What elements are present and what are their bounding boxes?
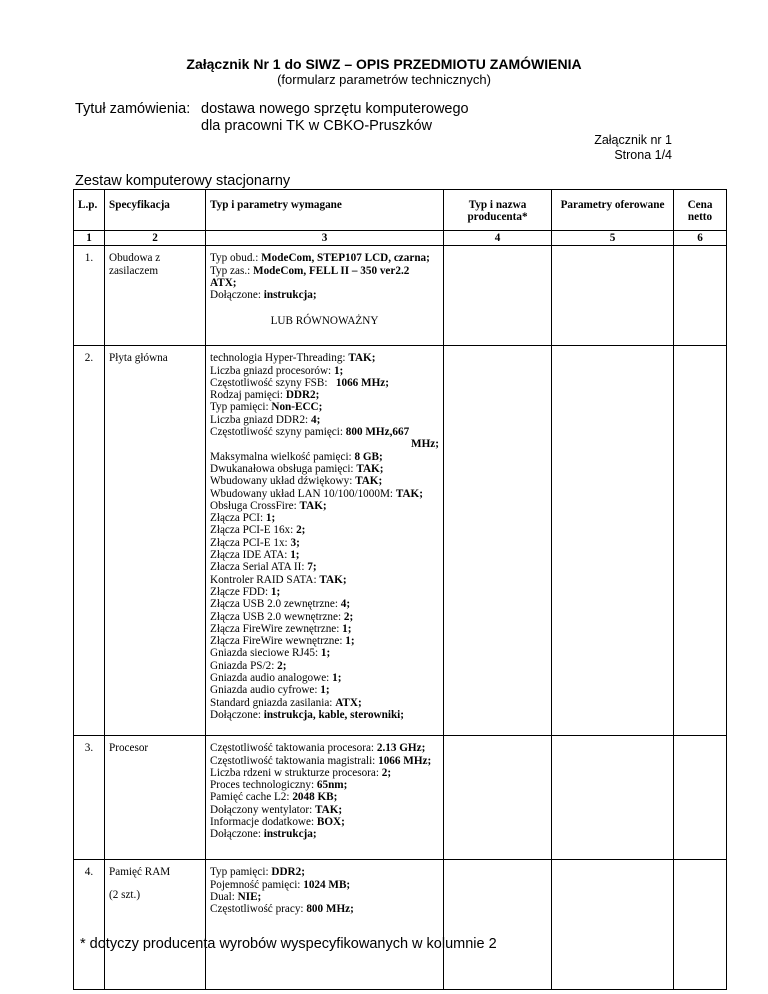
specification-table — [73, 189, 727, 990]
parameter-line — [210, 401, 439, 413]
parameter-value: 800 MHz,667 — [345, 426, 410, 439]
parameter-value: ModeCom, FELL II – 350 ver2.2 — [253, 264, 410, 277]
parameter-line — [210, 828, 439, 840]
parameter-value: TAK; — [315, 803, 343, 816]
parameter-label: Dołączone: — [210, 708, 264, 721]
parameter-line — [210, 779, 439, 791]
row-specification — [105, 246, 206, 346]
parameter-label: Obsługa CrossFire: — [210, 499, 300, 512]
parameter-line — [210, 426, 439, 438]
column-number-row — [74, 231, 727, 246]
parameter-line — [210, 252, 439, 264]
footnote: * dotyczy producenta wyrobów wyspecyfikowanych w kolumnie 2 — [80, 936, 497, 952]
column-number: 2 — [105, 231, 206, 246]
parameter-label: Typ zas.: — [210, 264, 254, 277]
equivalent-note: LUB RÓWNOWAŻNY — [270, 315, 379, 328]
parameter-line — [210, 475, 439, 487]
parameter-label: Złącza FireWire wewnętrzne: — [210, 635, 346, 648]
parameter-label: Złącze FDD: — [210, 585, 271, 598]
parameter-value: 3; — [290, 536, 300, 549]
offered-parameters-cell[interactable] — [552, 346, 674, 736]
parameter-label: Częstotliwość szyny FSB: — [210, 376, 336, 389]
parameter-line — [210, 451, 439, 463]
parameter-label: Maksymalna wielkość pamięci: — [210, 450, 355, 463]
parameter-line — [210, 767, 439, 779]
parameter-line — [210, 586, 439, 598]
parameter-label: Kontroler RAID SATA: — [210, 573, 320, 586]
parameter-line — [210, 611, 439, 623]
parameter-line — [210, 352, 439, 364]
table-row — [74, 246, 727, 346]
parameter-value: 1; — [345, 635, 355, 648]
row-specification — [105, 346, 206, 736]
parameter-line — [210, 672, 439, 684]
parameter-line — [210, 265, 439, 277]
offered-parameters-cell[interactable] — [552, 736, 674, 860]
offered-parameters-cell[interactable] — [552, 246, 674, 346]
row-lp: 3. — [74, 736, 105, 860]
parameter-line — [210, 500, 439, 512]
specification-name: Obudowa z zasilaczem — [109, 252, 161, 277]
document-title: Załącznik Nr 1 do SIWZ – OPIS PRZEDMIOTU ZAMÓWIENIA — [186, 56, 582, 72]
specification-name: Pamięć RAM — [109, 866, 171, 879]
parameter-line — [210, 561, 439, 573]
parameter-value: instrukcja; — [263, 289, 317, 302]
header-specification: Specyfikacja — [105, 190, 206, 231]
parameter-value: BOX; — [316, 816, 345, 829]
parameter-value: 2; — [277, 659, 287, 672]
parameter-value: 2048 KB; — [292, 791, 338, 804]
parameter-value: TAK; — [356, 462, 384, 475]
parameter-label: Rodzaj pamięci: — [210, 389, 286, 402]
table-header-row — [74, 190, 727, 231]
parameter-line — [210, 463, 439, 475]
parameter-value: TAK; — [348, 352, 376, 365]
parameter-line — [210, 804, 439, 816]
parameter-label: Częstotliwość taktowania magistrali: — [210, 754, 379, 767]
parameter-line — [210, 524, 439, 536]
table-row — [74, 860, 727, 990]
parameter-line — [210, 709, 439, 721]
parameter-value: 1; — [265, 512, 276, 525]
order-title-value — [201, 101, 469, 135]
row-required-parameters — [206, 860, 444, 990]
parameter-value: instrukcja; — [263, 828, 317, 841]
parameter-label: Gniazda audio cyfrowe: — [210, 684, 321, 697]
parameter-line — [210, 697, 439, 709]
parameter-line — [210, 879, 439, 891]
parameter-value: 1; — [320, 647, 331, 660]
parameter-label: Liczba gniazd procesorów: — [210, 364, 334, 377]
parameter-value: ATX; — [335, 696, 362, 709]
specification-name: Procesor — [109, 742, 149, 755]
parameter-value: TAK; — [319, 573, 347, 586]
parameter-value: Non-ECC; — [271, 401, 323, 414]
header-producer: Typ i nazwa producenta* — [444, 190, 552, 231]
parameter-value: 1066 MHz; — [335, 376, 389, 389]
parameter-line — [210, 755, 439, 767]
row-lp: 1. — [74, 246, 105, 346]
parameter-line — [210, 891, 439, 903]
parameter-value: 1024 MB; — [303, 878, 351, 891]
offered-parameters-cell[interactable] — [552, 860, 674, 990]
parameter-label: Liczba rdzeni w strukturze procesora: — [210, 766, 382, 779]
parameter-label: Liczba gniazd DDR2: — [210, 413, 311, 426]
parameter-label: Proces technologiczny: — [210, 779, 317, 792]
parameter-label: Dual: — [210, 890, 238, 903]
parameter-value: 1; — [270, 585, 281, 598]
parameter-label: Gniazda audio analogowe: — [210, 672, 333, 685]
parameter-value: 4; — [310, 413, 321, 426]
header-lp: L.p. — [74, 190, 105, 231]
parameter-line — [210, 414, 439, 426]
parameter-line — [210, 816, 439, 828]
specification-note: (2 szt.) — [109, 888, 141, 901]
parameter-label: Dołączone: — [210, 289, 264, 302]
row-required-parameters — [206, 736, 444, 860]
parameter-value: TAK; — [299, 499, 327, 512]
parameter-value: instrukcja, kable, sterowniki; — [263, 708, 405, 721]
parameter-label: Złącza PCI-E 16x: — [210, 524, 297, 537]
net-price-cell[interactable] — [674, 736, 727, 860]
parameter-line — [210, 623, 439, 635]
parameter-label: Wbudowany układ dźwiękowy: — [210, 475, 356, 488]
parameter-label: Częstotliwość pracy: — [210, 903, 307, 916]
order-title-line-1: dostawa nowego sprzętu komputerowego — [201, 101, 469, 117]
parameter-value: 8 GB; — [354, 450, 383, 463]
parameter-label: Typ obud.: — [210, 252, 262, 265]
net-price-cell[interactable] — [674, 246, 727, 346]
net-price-cell[interactable] — [674, 860, 727, 990]
parameter-line — [210, 660, 439, 672]
parameter-label: Złącza FireWire zewnętrzne: — [210, 622, 343, 635]
parameter-label: Częstotliwość taktowania procesora: — [210, 742, 377, 755]
parameter-label: Złącza IDE ATA: — [210, 549, 291, 562]
parameter-value: 1; — [320, 684, 330, 697]
parameter-line — [210, 549, 439, 561]
parameter-line — [210, 635, 439, 647]
parameter-line — [210, 377, 439, 389]
producer-cell[interactable] — [444, 246, 552, 346]
parameter-value: 1; — [333, 364, 344, 377]
parameter-line — [210, 684, 439, 696]
header-required-parameters: Typ i parametry wymagane — [206, 190, 444, 231]
annex-reference — [594, 133, 672, 163]
producer-cell[interactable] — [444, 860, 552, 990]
column-number: 5 — [552, 231, 674, 246]
parameter-value: 2; — [381, 766, 392, 779]
parameter-label: Standard gniazda zasilania: — [210, 696, 336, 709]
parameter-line — [210, 537, 439, 549]
producer-cell[interactable] — [444, 736, 552, 860]
row-lp: 2. — [74, 346, 105, 736]
parameter-label: Dołączone: — [210, 828, 264, 841]
parameter-line — [210, 277, 439, 289]
producer-cell[interactable] — [444, 346, 552, 736]
row-required-parameters — [206, 346, 444, 736]
parameter-value: 2.13 GHz; — [376, 742, 426, 755]
header-net-price: Cena netto — [674, 190, 727, 231]
parameter-label: Złącza USB 2.0 zewnętrzne: — [210, 598, 341, 611]
parameter-line — [210, 488, 439, 500]
parameter-value: DDR2; — [285, 389, 320, 402]
parameter-label: Wbudowany układ LAN 10/100/1000M: — [210, 487, 396, 500]
specification-name: Płyta główna — [109, 352, 168, 365]
parameter-line — [210, 289, 439, 301]
parameter-value: TAK; — [355, 475, 383, 488]
net-price-cell[interactable] — [674, 346, 727, 736]
document-subtitle: (formularz parametrów technicznych) — [277, 72, 491, 87]
row-required-parameters — [206, 246, 444, 346]
parameter-label: Typ pamięci: — [210, 401, 272, 414]
table-row — [74, 736, 727, 860]
order-title-line-2: dla pracowni TK w CBKO-Pruszków — [201, 118, 433, 134]
parameter-label: Pamięć cache L2: — [210, 791, 293, 804]
parameter-line — [210, 903, 439, 915]
parameter-line — [210, 512, 439, 524]
parameter-label: Dwukanałowa obsługa pamięci: — [210, 462, 357, 475]
parameter-value: 1; — [342, 622, 352, 635]
parameter-value: MHz; — [411, 438, 439, 451]
parameter-value: 7; — [307, 561, 317, 574]
parameter-value: ATX; — [210, 276, 237, 289]
section-title: Zestaw komputerowy stacjonarny — [75, 173, 291, 189]
column-number: 3 — [206, 231, 444, 246]
parameter-label: Złacza Serial ATA II: — [210, 561, 308, 574]
parameter-value: 4; — [340, 598, 351, 611]
header-offered-parameters: Parametry oferowane — [552, 190, 674, 231]
parameter-label: Złącza PCI-E 1x: — [210, 536, 291, 549]
parameter-value: DDR2; — [271, 866, 305, 879]
parameter-value: NIE; — [237, 890, 262, 903]
row-specification — [105, 860, 206, 990]
parameter-label: Złącza PCI: — [210, 512, 266, 525]
parameter-value: 1; — [290, 549, 300, 562]
parameter-value: 1; — [332, 672, 342, 685]
parameter-line — [210, 365, 439, 377]
parameter-value: 2; — [343, 610, 354, 623]
parameter-label: Typ pamięci: — [210, 866, 272, 879]
order-title-label: Tytuł zamówienia: — [75, 101, 191, 117]
parameter-line — [210, 791, 439, 803]
parameter-line — [210, 389, 439, 401]
parameter-value: 1066 MHz; — [378, 754, 432, 767]
parameter-value: 800 MHz; — [306, 903, 354, 916]
parameter-value: ModeCom, STEP107 LCD, czarna; — [261, 252, 430, 265]
parameter-value: TAK; — [395, 487, 423, 500]
annex-number: Załącznik nr 1 — [594, 133, 672, 147]
parameter-value: 2; — [296, 524, 306, 537]
parameter-line — [210, 742, 439, 754]
row-lp: 4. — [74, 860, 105, 990]
parameter-label: Informacje dodatkowe: — [210, 816, 317, 829]
parameter-value: 65nm; — [316, 779, 348, 792]
parameter-line — [210, 438, 439, 450]
parameter-label: Dołączony wentylator: — [210, 803, 316, 816]
parameter-label: Złącza USB 2.0 wewnętrzne: — [210, 610, 344, 623]
row-specification — [105, 736, 206, 860]
parameter-label: Gniazda sieciowe RJ45: — [210, 647, 321, 660]
page-number: Strona 1/4 — [614, 148, 672, 162]
parameter-line — [210, 866, 439, 878]
parameter-label: technologia Hyper-Threading: — [210, 352, 349, 365]
column-number: 1 — [74, 231, 105, 246]
parameter-line — [210, 574, 439, 586]
parameter-label: Gniazda PS/2: — [210, 659, 278, 672]
table-row — [74, 346, 727, 736]
parameter-label: Częstotliwość szyny pamięci: — [210, 426, 346, 439]
parameter-line — [210, 598, 439, 610]
parameter-line — [210, 647, 439, 659]
column-number: 6 — [674, 231, 727, 246]
parameter-label: Pojemność pamięci: — [210, 878, 304, 891]
column-number: 4 — [444, 231, 552, 246]
